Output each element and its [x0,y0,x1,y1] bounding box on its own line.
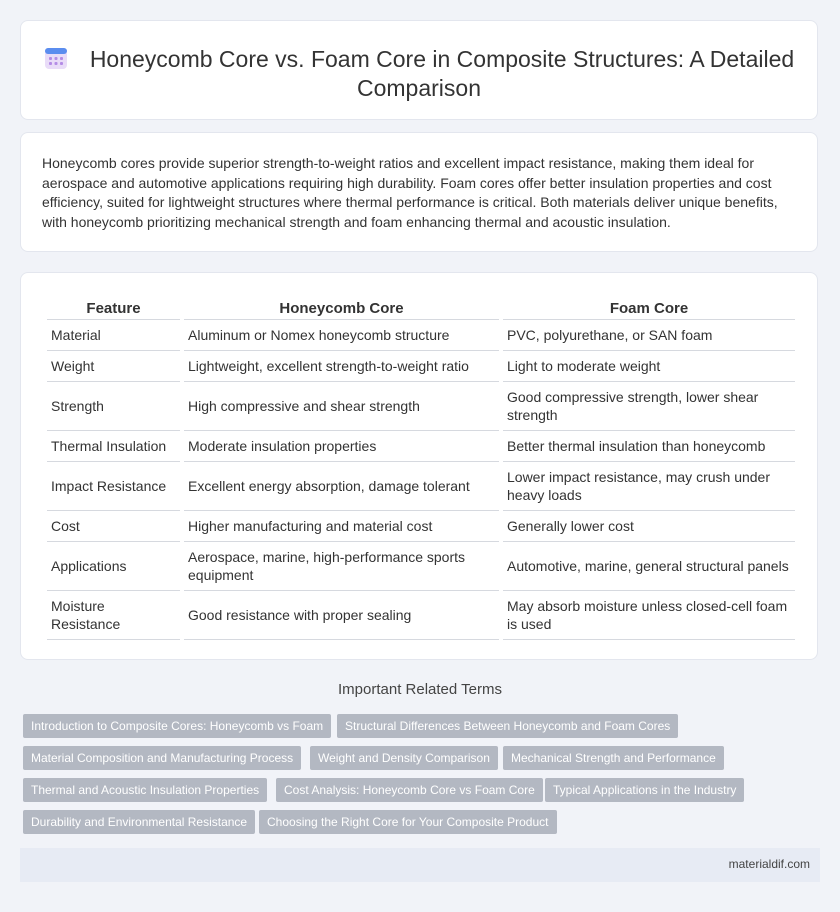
honeycomb-cell: Good resistance with proper sealing [184,591,499,640]
footer-bar [20,848,820,882]
table-row [47,382,795,431]
related-terms-title: Important Related Terms [338,681,502,698]
intro-paragraph: Honeycomb cores provide superior strength-to-weight ratios and excellent impact resistance, making them ideal for aerospace and automotive applications requiring high durability. Foam cores offer better insulation properties and cost efficiency, suited for lightweight structures where thermal performance is critical. Both materials deliver unique benefits, with honeycomb prioritizing mechanical strength and foam enhancing thermal and acoustic insulation. [42,155,778,230]
page-title-wrap [21,45,817,103]
foam-cell: May absorb moisture unless closed-cell foam is used [503,591,795,640]
footer-site-link[interactable]: materialdif.com [728,857,810,871]
foam-cell: Good compressive strength, lower shear strength [503,382,795,431]
header-foam: Foam Core [503,297,795,320]
honeycomb-cell: Higher manufacturing and material cost [184,511,499,542]
feature-cell: Material [47,320,180,351]
related-term-tag[interactable]: Choosing the Right Core for Your Composite Product [259,810,557,834]
related-term-tag[interactable]: Weight and Density Comparison [310,746,498,770]
related-term-tag[interactable]: Material Composition and Manufacturing Process [23,746,301,770]
honeycomb-cell: High compressive and shear strength [184,382,499,431]
feature-cell: Thermal Insulation [47,431,180,462]
table-row [47,462,795,511]
comparison-table-card [20,272,818,660]
header-feature: Feature [47,297,180,320]
table-row [47,320,795,351]
honeycomb-cell: Excellent energy absorption, damage tolerant [184,462,499,511]
related-term-tag[interactable]: Structural Differences Between Honeycomb and Foam Cores [337,714,678,738]
feature-cell: Strength [47,382,180,431]
related-term-tag[interactable]: Thermal and Acoustic Insulation Properties [23,778,267,802]
table-header-row [47,297,795,320]
header-card [20,20,818,120]
table-row [47,511,795,542]
honeycomb-cell: Moderate insulation properties [184,431,499,462]
feature-cell: Impact Resistance [47,462,180,511]
related-term-tag[interactable]: Durability and Environmental Resistance [23,810,255,834]
table-row [47,591,795,640]
foam-cell: Better thermal insulation than honeycomb [503,431,795,462]
intro-card [20,132,818,252]
honeycomb-cell: Lightweight, excellent strength-to-weight ratio [184,351,499,382]
header-honeycomb: Honeycomb Core [184,297,499,320]
table-row [47,542,795,591]
related-term-tag[interactable]: Typical Applications in the Industry [545,778,744,802]
foam-cell: Generally lower cost [503,511,795,542]
page-title: Honeycomb Core vs. Foam Core in Composite Structures: A Detailed Comparison [89,46,795,101]
calendar-icon [44,46,68,70]
honeycomb-cell: Aluminum or Nomex honeycomb structure [184,320,499,351]
table-row [47,431,795,462]
related-term-tag[interactable]: Introduction to Composite Cores: Honeycomb vs Foam [23,714,331,738]
feature-cell: Moisture Resistance [47,591,180,640]
foam-cell: PVC, polyurethane, or SAN foam [503,320,795,351]
foam-cell: Automotive, marine, general structural panels [503,542,795,591]
feature-cell: Weight [47,351,180,382]
comparison-table [43,297,799,640]
foam-cell: Lower impact resistance, may crush under heavy loads [503,462,795,511]
feature-cell: Cost [47,511,180,542]
honeycomb-cell: Aerospace, marine, high-performance sports equipment [184,542,499,591]
table-row [47,351,795,382]
related-term-tag[interactable]: Mechanical Strength and Performance [503,746,724,770]
feature-cell: Applications [47,542,180,591]
foam-cell: Light to moderate weight [503,351,795,382]
related-term-tag[interactable]: Cost Analysis: Honeycomb Core vs Foam Core [276,778,543,802]
